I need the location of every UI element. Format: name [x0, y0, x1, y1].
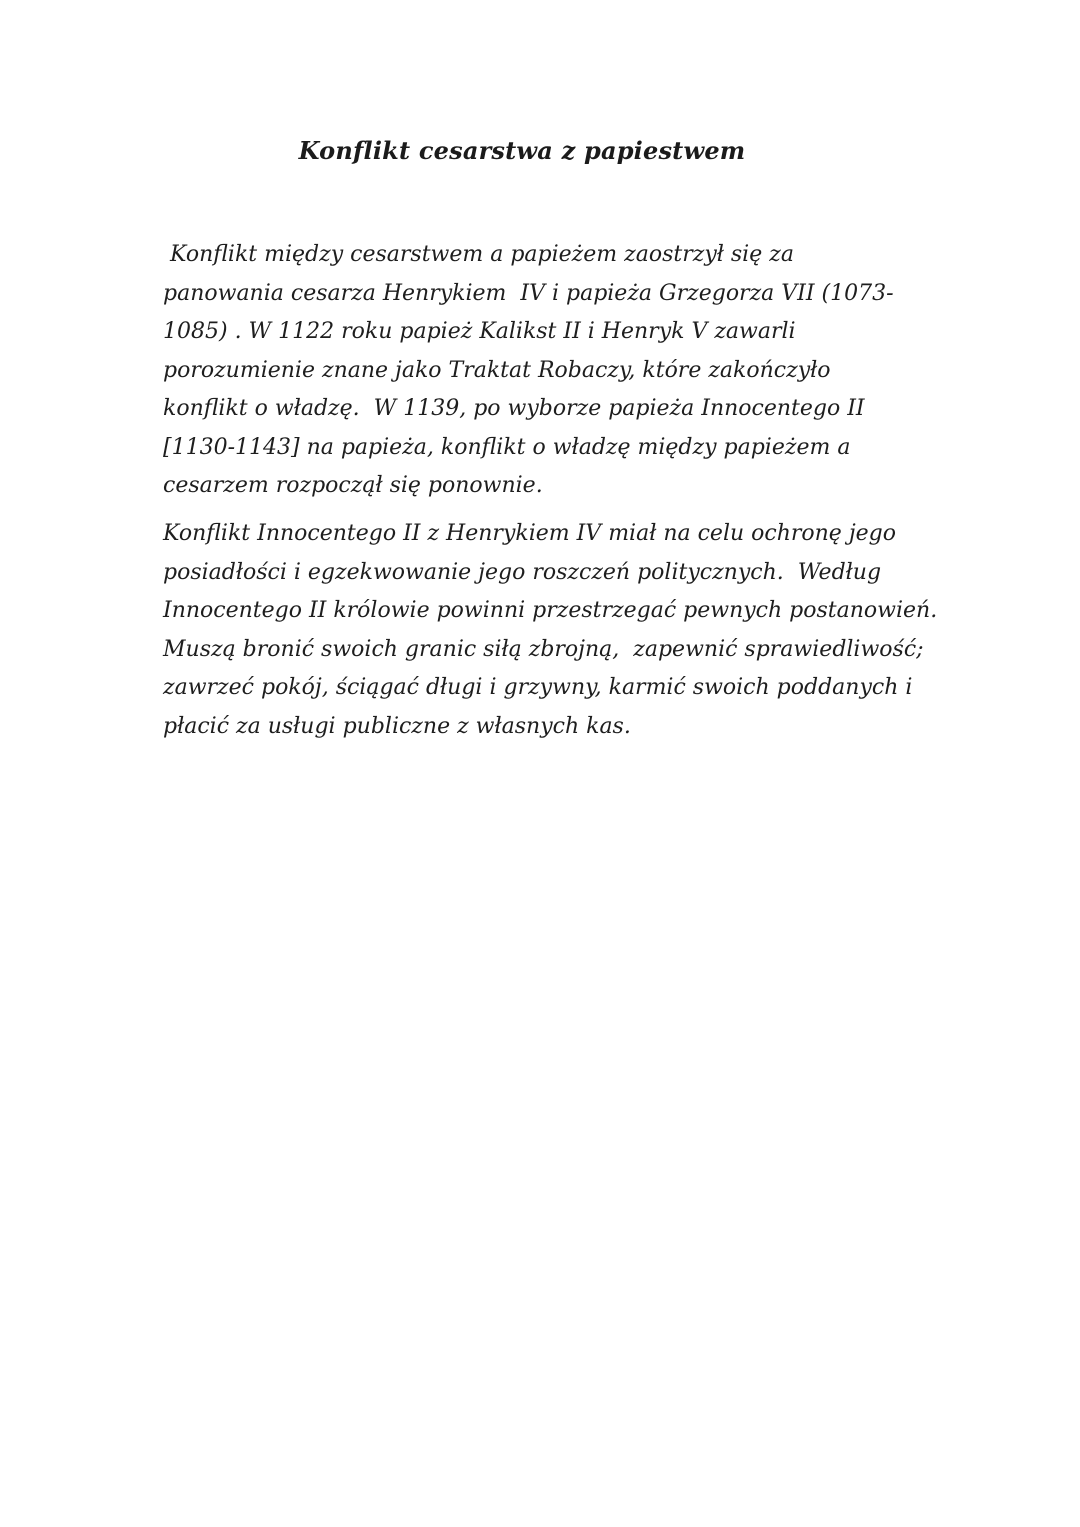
text-line: Innocentego II królowie powinni przestrzegać pewnych postanowień. [163, 598, 938, 623]
text-line: porozumienie znane jako Traktat Robaczy, które zakończyło [163, 357, 831, 383]
text-line: Muszą bronić swoich granic siłą zbrojną, zapewnić sprawiedliwość; [163, 636, 924, 662]
text-line: [1130-1143] na papieża, konflikt o władzę między papieżem a [163, 434, 851, 460]
text-line: Konflikt Innocentego II z Henrykiem IV miał na celu ochronę jego [163, 521, 896, 546]
text-line: cesarzem rozpoczął się ponownie. [163, 473, 543, 498]
text-line: panowania cesarza Henrykiem IV i papieża Grzegorza VII (1073- [163, 280, 894, 306]
paragraph-2 [163, 515, 943, 746]
text-line: zawrzeć pokój, ściągać długi i grzywny, karmić swoich poddanych i [163, 675, 913, 700]
paragraph-1 [163, 236, 943, 506]
text-line: 1085) . W 1122 roku papież Kalikst II i Henryk V zawarli [163, 319, 796, 344]
text-line: konflikt o władzę. W 1139, po wyborze papieża Innocentego II [163, 396, 865, 421]
document-title: Konflikt cesarstwa z papiestwem [298, 136, 746, 165]
text-line: Konflikt między cesarstwem a papieżem zaostrzył się za [163, 242, 794, 267]
text-line: płacić za usługi publiczne z własnych kas. [163, 713, 631, 739]
text-line: posiadłości i egzekwowanie jego roszczeń politycznych. Według [163, 559, 882, 585]
